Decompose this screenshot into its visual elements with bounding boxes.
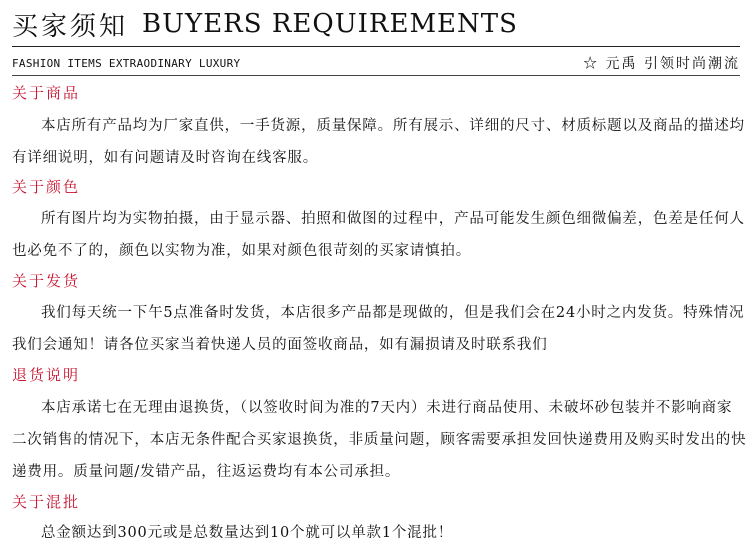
section-text-color: 所有图片均为实物拍摄，由于显示器、拍照和做图的过程中，产品可能发生颜色细微偏差，色差是任何人也必免不了的，颜色以实物为准，如果对颜色很苛刻的买家请慎拍。 xyxy=(12,211,745,259)
section-text-products: 本店所有产品均为厂家直供，一手货源，质量保障。所有展示、详细的尺寸、材质标题以及商品的描述均有详细说明，如有问题请及时咨询在线客服。 xyxy=(12,118,745,166)
section-text-mixed-batch: 总金额达到300元或是总数量达到10个就可以单款1个混批！ xyxy=(41,525,454,541)
section-title-color: 关于颜色 xyxy=(12,178,81,196)
section-title-mixed-batch: 关于混批 xyxy=(12,493,81,511)
section-title-shipping: 关于发货 xyxy=(12,272,81,290)
subtitle-cn: ☆ 元禹 引领时尚潮流 xyxy=(583,56,740,72)
subtitle-en: FASHION ITEMS EXTRAODINARY LUXURY xyxy=(12,56,241,70)
header-divider xyxy=(12,46,740,47)
section-text-shipping: 我们每天统一下午5点准备时发货，本店很多产品都是现做的，但是我们会在24小时之内发货。特殊情况我们会通知！请各位买家当着快递人员的面签收商品，如有漏损请及时联系我们 xyxy=(12,305,745,353)
page-header xyxy=(12,6,740,42)
page-title-cn: 买家须知 xyxy=(12,11,129,42)
subtitle-divider xyxy=(12,75,740,76)
section-title-returns: 退货说明 xyxy=(12,366,81,384)
section-text-returns: 本店承诺七在无理由退换货，（以签收时间为准的7天内）未进行商品使用、未破坏砂包装并不影响商家二次销售的情况下，本店无条件配合买家退换货，非质量问题，顾客需要承担发回快递费用及购买时发出的快递费用。质量问题/发错产品，往返运费均有本公司承担。 xyxy=(12,400,747,480)
section-title-products: 关于商品 xyxy=(12,84,81,102)
subtitle-bar xyxy=(12,54,740,72)
page-title-en: BUYERS REQUIREMENTS xyxy=(142,9,518,39)
